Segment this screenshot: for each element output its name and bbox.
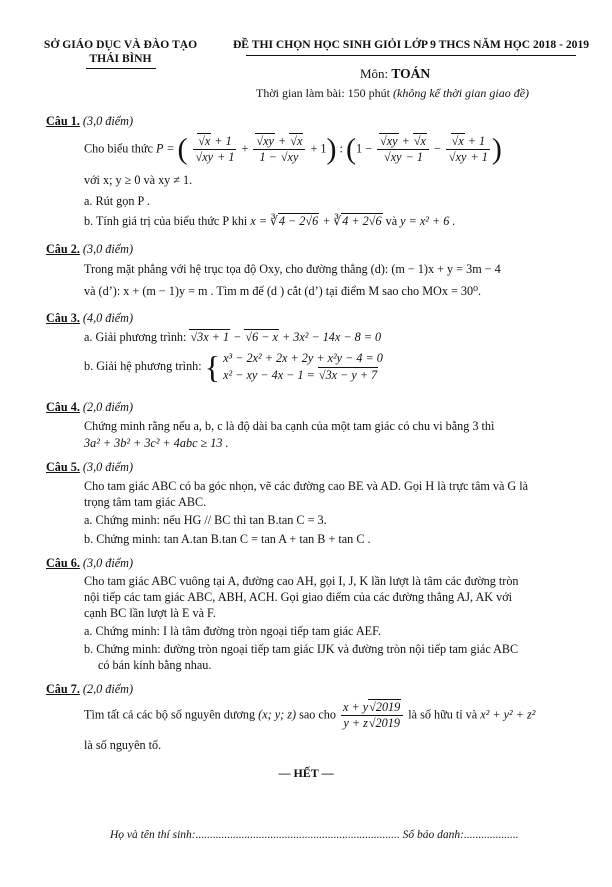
question-2-line-1: Trong mặt phẳng với hệ trục tọa độ Oxy, cho đường thẳng (d): (m − 1)x + y = 3m − 4 bbox=[84, 262, 501, 276]
question-6-part-a: a. Chứng minh: I là tâm đường tròn ngoại tiếp tam giác AEF. bbox=[84, 624, 381, 638]
subject-label: Môn: bbox=[360, 66, 389, 81]
exam-title: ĐỀ THI CHỌN HỌC SINH GIỎI LỚP 9 THCS NĂM HỌC 2018 - 2019 bbox=[232, 38, 590, 51]
question-5-part-b: b. Chứng minh: tan A.tan B.tan C = tan A + tan B + tan C . bbox=[84, 532, 371, 546]
question-5-heading: Câu 5. (3,0 điểm) bbox=[46, 460, 134, 474]
exam-header bbox=[222, 38, 600, 56]
question-3-part-a: a. Giải phương trình: √3x + 1 − √6 − x + 3x² − 14x − 8 = 0 bbox=[84, 330, 382, 344]
question-1-heading: Câu 1. (3,0 điểm) bbox=[46, 114, 134, 128]
question-6-heading: Câu 6. (3,0 điểm) bbox=[46, 556, 134, 570]
department-header bbox=[28, 38, 213, 69]
question-5-line-1: Cho tam giác ABC có ba góc nhọn, vẽ các đường cao BE và AD. Gọi H là trực tâm và G là bbox=[84, 479, 529, 493]
candidate-info bbox=[110, 829, 519, 841]
time-info bbox=[256, 86, 529, 101]
title-underline bbox=[246, 55, 576, 56]
question-7-statement: Tìm tất cả các bộ số nguyên dương (x; y; z) sao cho $\frac{x + y√2019}{y + z√2019}$ là số hữu tỉ và x² + y² + z² bbox=[84, 700, 536, 730]
question-4-line-1: Chứng minh rằng nếu a, b, c là độ dài ba cạnh của một tam giác có chu vi bằng 3 thì bbox=[84, 419, 495, 433]
question-6-line-1: Cho tam giác ABC vuông tại A, đường cao AH, gọi I, J, K lần lượt là tâm các đường tròn bbox=[84, 574, 519, 588]
province-name: THÁI BÌNH bbox=[89, 52, 152, 65]
question-6-line-3: cạnh BC lần lượt là E và F. bbox=[84, 606, 216, 620]
header-underline bbox=[86, 68, 156, 69]
question-4-line-2: 3a² + 3b² + 3c² + 4abc ≥ 13 . bbox=[84, 436, 229, 450]
question-2-heading: Câu 2. (3,0 điểm) bbox=[46, 242, 134, 256]
question-7-heading: Câu 7. (2,0 điểm) bbox=[46, 682, 134, 696]
question-5-line-2: trọng tâm tam giác ABC. bbox=[84, 495, 207, 509]
question-3-heading: Câu 3. (4,0 điểm) bbox=[46, 311, 134, 325]
question-6-part-b-line-1: b. Chứng minh: đường tròn ngoại tiếp tam giác IJK và đường tròn nội tiếp tam giác ABC bbox=[84, 642, 519, 656]
subject-line bbox=[360, 66, 430, 82]
department-name: SỞ GIÁO DỤC VÀ ĐÀO TẠO bbox=[43, 38, 198, 51]
subject-name: TOÁN bbox=[391, 66, 431, 81]
question-1-condition: với x; y ≥ 0 và xy ≠ 1. bbox=[84, 173, 193, 187]
time-note: (không kể thời gian giao đề) bbox=[393, 86, 530, 100]
question-1-part-b: b. Tính giá trị của biểu thức P khi x = ∛4 − 2√6 + ∛4 + 2√6 và y = x² + 6 . bbox=[84, 214, 456, 228]
question-1-expression: Cho biểu thức P = ( $\frac{√x + 1}{√xy + 1}$ + $\frac{√xy + √x}{1 - √xy}$ + 1) : (1 − $\frac{√xy + √x}{√xy - 1}$ − $\frac{√x + 1}{√xy + 1}$ ) bbox=[84, 132, 502, 166]
end-marker: — HẾT — bbox=[278, 766, 334, 780]
question-2-line-2: và (d’): x + (m − 1)y = m . Tìm m để (d ) cắt (d’) tại điểm M sao cho MOx = 30⁰. bbox=[84, 284, 482, 298]
time-main: Thời gian làm bài: 150 phút bbox=[256, 86, 390, 100]
question-4-heading: Câu 4. (2,0 điểm) bbox=[46, 400, 134, 414]
question-6-part-b-line-2: có bán kính bằng nhau. bbox=[98, 658, 212, 672]
candidate-number-field: Số báo danh:................... bbox=[402, 829, 519, 841]
question-5-part-a: a. Chứng minh: nếu HG // BC thì tan B.tan C = 3. bbox=[84, 513, 327, 527]
question-7-end: là số nguyên tố. bbox=[84, 738, 162, 752]
question-1-part-a: a. Rút gọn P . bbox=[84, 194, 150, 208]
question-3-part-b: b. Giải hệ phương trình: { x³ − 2x² + 2x + 2y + x²y − 4 = 0 x² − xy − 4x − 1 = √3x − y + 7 bbox=[84, 349, 383, 385]
question-6-line-2: nội tiếp các tam giác ABC, ABH, ACH. Gọi giao điểm của các đường thẳng AJ, AK với bbox=[84, 590, 513, 604]
candidate-name-field: Họ và tên thí sinh:....................................................................... bbox=[110, 829, 400, 841]
